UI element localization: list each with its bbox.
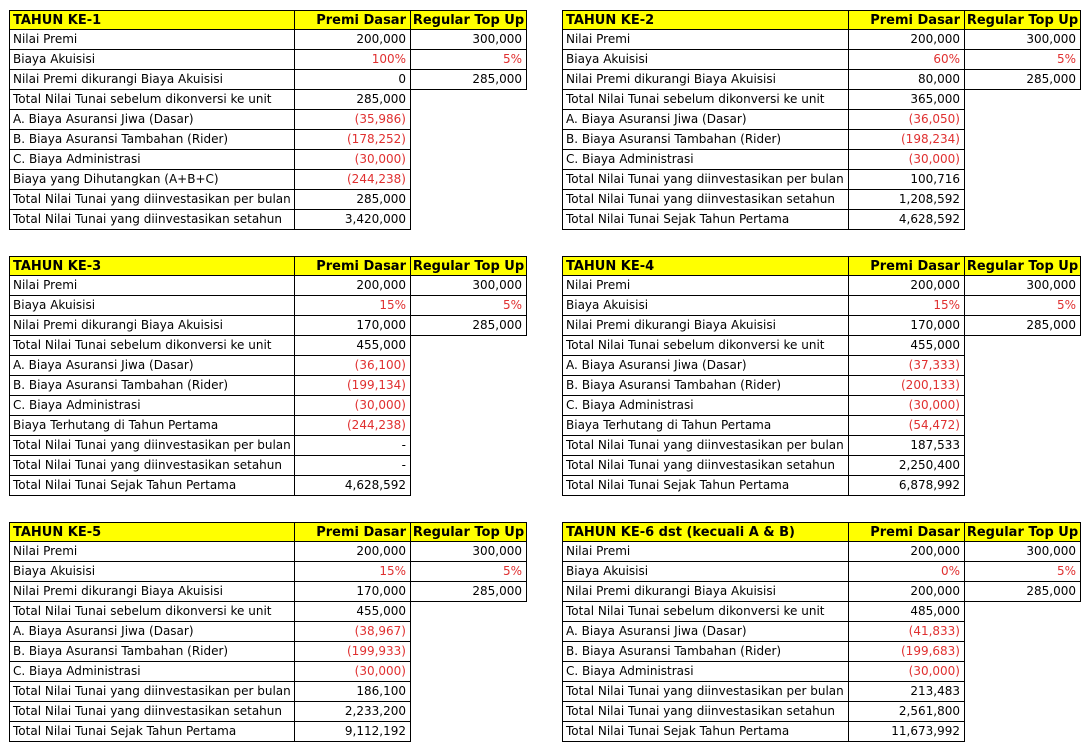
table-title[interactable]: TAHUN KE-5: [9, 522, 295, 542]
row-label[interactable]: A. Biaya Asuransi Jiwa (Dasar): [562, 622, 849, 642]
premi-dasar-cell[interactable]: 200,000: [294, 276, 411, 296]
premi-dasar-cell[interactable]: 200,000: [848, 582, 965, 602]
row-label[interactable]: B. Biaya Asuransi Tambahan (Rider): [9, 376, 295, 396]
top-up-cell[interactable]: 5%: [964, 562, 1081, 582]
col-regular-top-up[interactable]: Regular Top Up: [964, 522, 1081, 542]
row-label[interactable]: Total Nilai Tunai sebelum dikonversi ke unit: [9, 90, 295, 110]
premi-dasar-cell[interactable]: (244,238): [294, 416, 411, 436]
premi-dasar-cell[interactable]: 200,000: [294, 542, 411, 562]
row-label[interactable]: A. Biaya Asuransi Jiwa (Dasar): [562, 110, 849, 130]
premi-dasar-cell[interactable]: 80,000: [848, 70, 965, 90]
row-label[interactable]: Total Nilai Tunai sebelum dikonversi ke unit: [562, 602, 849, 622]
premi-dasar-cell[interactable]: 455,000: [848, 336, 965, 356]
row-label[interactable]: Nilai Premi: [562, 30, 849, 50]
row-label[interactable]: Total Nilai Tunai yang diinvestasikan per bulan: [562, 682, 849, 702]
row-label[interactable]: Total Nilai Tunai Sejak Tahun Pertama: [562, 210, 849, 230]
table-title[interactable]: TAHUN KE-1: [9, 10, 295, 30]
premi-dasar-cell[interactable]: 170,000: [294, 582, 411, 602]
premi-dasar-cell[interactable]: (37,333): [848, 356, 965, 376]
premi-dasar-cell[interactable]: (30,000): [294, 396, 411, 416]
premi-dasar-cell[interactable]: 187,533: [848, 436, 965, 456]
row-label[interactable]: Nilai Premi dikurangi Biaya Akuisisi: [9, 316, 295, 336]
premi-dasar-cell[interactable]: (54,472): [848, 416, 965, 436]
row-label[interactable]: Total Nilai Tunai Sejak Tahun Pertama: [9, 722, 295, 742]
top-up-cell[interactable]: 285,000: [964, 316, 1081, 336]
row-label[interactable]: Nilai Premi dikurangi Biaya Akuisisi: [562, 316, 849, 336]
row-label[interactable]: Nilai Premi: [9, 542, 295, 562]
row-label[interactable]: B. Biaya Asuransi Tambahan (Rider): [9, 130, 295, 150]
premi-dasar-cell[interactable]: 186,100: [294, 682, 411, 702]
row-label[interactable]: Biaya Akuisisi: [9, 50, 295, 70]
row-label[interactable]: Total Nilai Tunai sebelum dikonversi ke unit: [9, 336, 295, 356]
premi-dasar-cell[interactable]: 2,561,800: [848, 702, 965, 722]
row-label[interactable]: Nilai Premi dikurangi Biaya Akuisisi: [562, 70, 849, 90]
premi-dasar-cell[interactable]: 4,628,592: [848, 210, 965, 230]
top-up-cell[interactable]: 5%: [410, 50, 527, 70]
row-label[interactable]: Total Nilai Tunai yang diinvestasikan per bulan: [9, 190, 295, 210]
premi-dasar-cell[interactable]: (41,833): [848, 622, 965, 642]
premi-dasar-cell[interactable]: 200,000: [848, 30, 965, 50]
row-label[interactable]: Biaya Terhutang di Tahun Pertama: [562, 416, 849, 436]
row-label[interactable]: Nilai Premi: [9, 30, 295, 50]
premi-dasar-cell[interactable]: (36,100): [294, 356, 411, 376]
table-title[interactable]: TAHUN KE-2: [562, 10, 849, 30]
row-label[interactable]: A. Biaya Asuransi Jiwa (Dasar): [562, 356, 849, 376]
premi-dasar-cell[interactable]: 4,628,592: [294, 476, 411, 496]
row-label[interactable]: Total Nilai Tunai yang diinvestasikan setahun: [9, 456, 295, 476]
premi-dasar-cell[interactable]: (30,000): [848, 396, 965, 416]
top-up-cell[interactable]: 285,000: [964, 582, 1081, 602]
col-premi-dasar[interactable]: Premi Dasar: [294, 256, 411, 276]
col-regular-top-up[interactable]: Regular Top Up: [964, 10, 1081, 30]
row-label[interactable]: B. Biaya Asuransi Tambahan (Rider): [562, 376, 849, 396]
row-label[interactable]: Total Nilai Tunai yang diinvestasikan per bulan: [562, 436, 849, 456]
row-label[interactable]: Nilai Premi dikurangi Biaya Akuisisi: [9, 582, 295, 602]
premi-dasar-cell[interactable]: 213,483: [848, 682, 965, 702]
premi-dasar-cell[interactable]: 6,878,992: [848, 476, 965, 496]
row-label[interactable]: Nilai Premi dikurangi Biaya Akuisisi: [562, 582, 849, 602]
premi-dasar-cell[interactable]: 2,250,400: [848, 456, 965, 476]
row-label[interactable]: Total Nilai Tunai yang diinvestasikan setahun: [9, 702, 295, 722]
table-title[interactable]: TAHUN KE-3: [9, 256, 295, 276]
col-premi-dasar[interactable]: Premi Dasar: [848, 522, 965, 542]
row-label[interactable]: Total Nilai Tunai yang diinvestasikan per bulan: [9, 682, 295, 702]
row-label[interactable]: Biaya Akuisisi: [9, 562, 295, 582]
premi-dasar-cell[interactable]: (199,134): [294, 376, 411, 396]
premi-dasar-cell[interactable]: (199,933): [294, 642, 411, 662]
row-label[interactable]: B. Biaya Asuransi Tambahan (Rider): [562, 130, 849, 150]
top-up-cell[interactable]: 285,000: [964, 70, 1081, 90]
row-label[interactable]: Biaya yang Dihutangkan (A+B+C): [9, 170, 295, 190]
col-regular-top-up[interactable]: Regular Top Up: [410, 10, 527, 30]
row-label[interactable]: Total Nilai Tunai yang diinvestasikan setahun: [562, 190, 849, 210]
premi-dasar-cell[interactable]: (30,000): [848, 662, 965, 682]
row-label[interactable]: Biaya Akuisisi: [562, 50, 849, 70]
premi-dasar-cell[interactable]: (244,238): [294, 170, 411, 190]
premi-dasar-cell[interactable]: 455,000: [294, 336, 411, 356]
row-label[interactable]: Total Nilai Tunai yang diinvestasikan setahun: [562, 456, 849, 476]
row-label[interactable]: Total Nilai Tunai Sejak Tahun Pertama: [562, 722, 849, 742]
top-up-cell[interactable]: 300,000: [410, 30, 527, 50]
premi-dasar-cell[interactable]: 200,000: [294, 30, 411, 50]
premi-dasar-cell[interactable]: (30,000): [294, 150, 411, 170]
col-regular-top-up[interactable]: Regular Top Up: [410, 522, 527, 542]
premi-dasar-cell[interactable]: 15%: [848, 296, 965, 316]
premi-dasar-cell[interactable]: 0: [294, 70, 411, 90]
premi-dasar-cell[interactable]: (178,252): [294, 130, 411, 150]
premi-dasar-cell[interactable]: (200,133): [848, 376, 965, 396]
row-label[interactable]: Total Nilai Tunai sebelum dikonversi ke unit: [562, 336, 849, 356]
premi-dasar-cell[interactable]: 1,208,592: [848, 190, 965, 210]
premi-dasar-cell[interactable]: (199,683): [848, 642, 965, 662]
premi-dasar-cell[interactable]: 170,000: [848, 316, 965, 336]
premi-dasar-cell[interactable]: -: [294, 436, 411, 456]
row-label[interactable]: A. Biaya Asuransi Jiwa (Dasar): [9, 356, 295, 376]
col-premi-dasar[interactable]: Premi Dasar: [848, 256, 965, 276]
top-up-cell[interactable]: 285,000: [410, 70, 527, 90]
premi-dasar-cell[interactable]: 3,420,000: [294, 210, 411, 230]
premi-dasar-cell[interactable]: (35,986): [294, 110, 411, 130]
top-up-cell[interactable]: 300,000: [964, 30, 1081, 50]
row-label[interactable]: C. Biaya Administrasi: [9, 662, 295, 682]
premi-dasar-cell[interactable]: 2,233,200: [294, 702, 411, 722]
col-premi-dasar[interactable]: Premi Dasar: [848, 10, 965, 30]
premi-dasar-cell[interactable]: 285,000: [294, 190, 411, 210]
row-label[interactable]: A. Biaya Asuransi Jiwa (Dasar): [9, 110, 295, 130]
col-regular-top-up[interactable]: Regular Top Up: [964, 256, 1081, 276]
row-label[interactable]: Total Nilai Tunai yang diinvestasikan setahun: [9, 210, 295, 230]
row-label[interactable]: Nilai Premi: [562, 276, 849, 296]
row-label[interactable]: Total Nilai Tunai yang diinvestasikan per bulan: [9, 436, 295, 456]
premi-dasar-cell[interactable]: (36,050): [848, 110, 965, 130]
premi-dasar-cell[interactable]: 11,673,992: [848, 722, 965, 742]
premi-dasar-cell[interactable]: (30,000): [294, 662, 411, 682]
row-label[interactable]: Total Nilai Tunai Sejak Tahun Pertama: [9, 476, 295, 496]
row-label[interactable]: Biaya Terhutang di Tahun Pertama: [9, 416, 295, 436]
premi-dasar-cell[interactable]: (30,000): [848, 150, 965, 170]
col-premi-dasar[interactable]: Premi Dasar: [294, 522, 411, 542]
row-label[interactable]: Total Nilai Tunai yang diinvestasikan setahun: [562, 702, 849, 722]
row-label[interactable]: A. Biaya Asuransi Jiwa (Dasar): [9, 622, 295, 642]
row-label[interactable]: C. Biaya Administrasi: [562, 396, 849, 416]
row-label[interactable]: Biaya Akuisisi: [562, 562, 849, 582]
premi-dasar-cell[interactable]: 100,716: [848, 170, 965, 190]
top-up-cell[interactable]: 300,000: [964, 542, 1081, 562]
premi-dasar-cell[interactable]: 15%: [294, 562, 411, 582]
row-label[interactable]: Nilai Premi: [9, 276, 295, 296]
premi-dasar-cell[interactable]: 365,000: [848, 90, 965, 110]
row-label[interactable]: C. Biaya Administrasi: [562, 662, 849, 682]
premi-dasar-cell[interactable]: 15%: [294, 296, 411, 316]
row-label[interactable]: Total Nilai Tunai sebelum dikonversi ke unit: [9, 602, 295, 622]
premi-dasar-cell[interactable]: 100%: [294, 50, 411, 70]
top-up-cell[interactable]: 300,000: [410, 542, 527, 562]
premi-dasar-cell[interactable]: (198,234): [848, 130, 965, 150]
row-label[interactable]: C. Biaya Administrasi: [562, 150, 849, 170]
row-label[interactable]: C. Biaya Administrasi: [9, 396, 295, 416]
row-label[interactable]: C. Biaya Administrasi: [9, 150, 295, 170]
top-up-cell[interactable]: 285,000: [410, 316, 527, 336]
col-premi-dasar[interactable]: Premi Dasar: [294, 10, 411, 30]
row-label[interactable]: B. Biaya Asuransi Tambahan (Rider): [9, 642, 295, 662]
top-up-cell[interactable]: 5%: [410, 296, 527, 316]
top-up-cell[interactable]: 5%: [964, 296, 1081, 316]
premi-dasar-cell[interactable]: 285,000: [294, 90, 411, 110]
row-label[interactable]: Biaya Akuisisi: [9, 296, 295, 316]
top-up-cell[interactable]: 300,000: [964, 276, 1081, 296]
premi-dasar-cell[interactable]: (38,967): [294, 622, 411, 642]
row-label[interactable]: Nilai Premi: [562, 542, 849, 562]
row-label[interactable]: Total Nilai Tunai yang diinvestasikan per bulan: [562, 170, 849, 190]
row-label[interactable]: Total Nilai Tunai Sejak Tahun Pertama: [562, 476, 849, 496]
premi-dasar-cell[interactable]: 170,000: [294, 316, 411, 336]
top-up-cell[interactable]: 285,000: [410, 582, 527, 602]
premi-dasar-cell[interactable]: 9,112,192: [294, 722, 411, 742]
premi-dasar-cell[interactable]: -: [294, 456, 411, 476]
row-label[interactable]: B. Biaya Asuransi Tambahan (Rider): [562, 642, 849, 662]
premi-dasar-cell[interactable]: 485,000: [848, 602, 965, 622]
table-title[interactable]: TAHUN KE-6 dst (kecuali A & B): [562, 522, 849, 542]
table-title[interactable]: TAHUN KE-4: [562, 256, 849, 276]
top-up-cell[interactable]: 5%: [964, 50, 1081, 70]
top-up-cell[interactable]: 300,000: [410, 276, 527, 296]
col-regular-top-up[interactable]: Regular Top Up: [410, 256, 527, 276]
premi-dasar-cell[interactable]: 200,000: [848, 542, 965, 562]
premi-dasar-cell[interactable]: 60%: [848, 50, 965, 70]
top-up-cell[interactable]: 5%: [410, 562, 527, 582]
premi-dasar-cell[interactable]: 0%: [848, 562, 965, 582]
premi-dasar-cell[interactable]: 200,000: [848, 276, 965, 296]
row-label[interactable]: Biaya Akuisisi: [562, 296, 849, 316]
row-label[interactable]: Total Nilai Tunai sebelum dikonversi ke unit: [562, 90, 849, 110]
row-label[interactable]: Nilai Premi dikurangi Biaya Akuisisi: [9, 70, 295, 90]
premi-dasar-cell[interactable]: 455,000: [294, 602, 411, 622]
